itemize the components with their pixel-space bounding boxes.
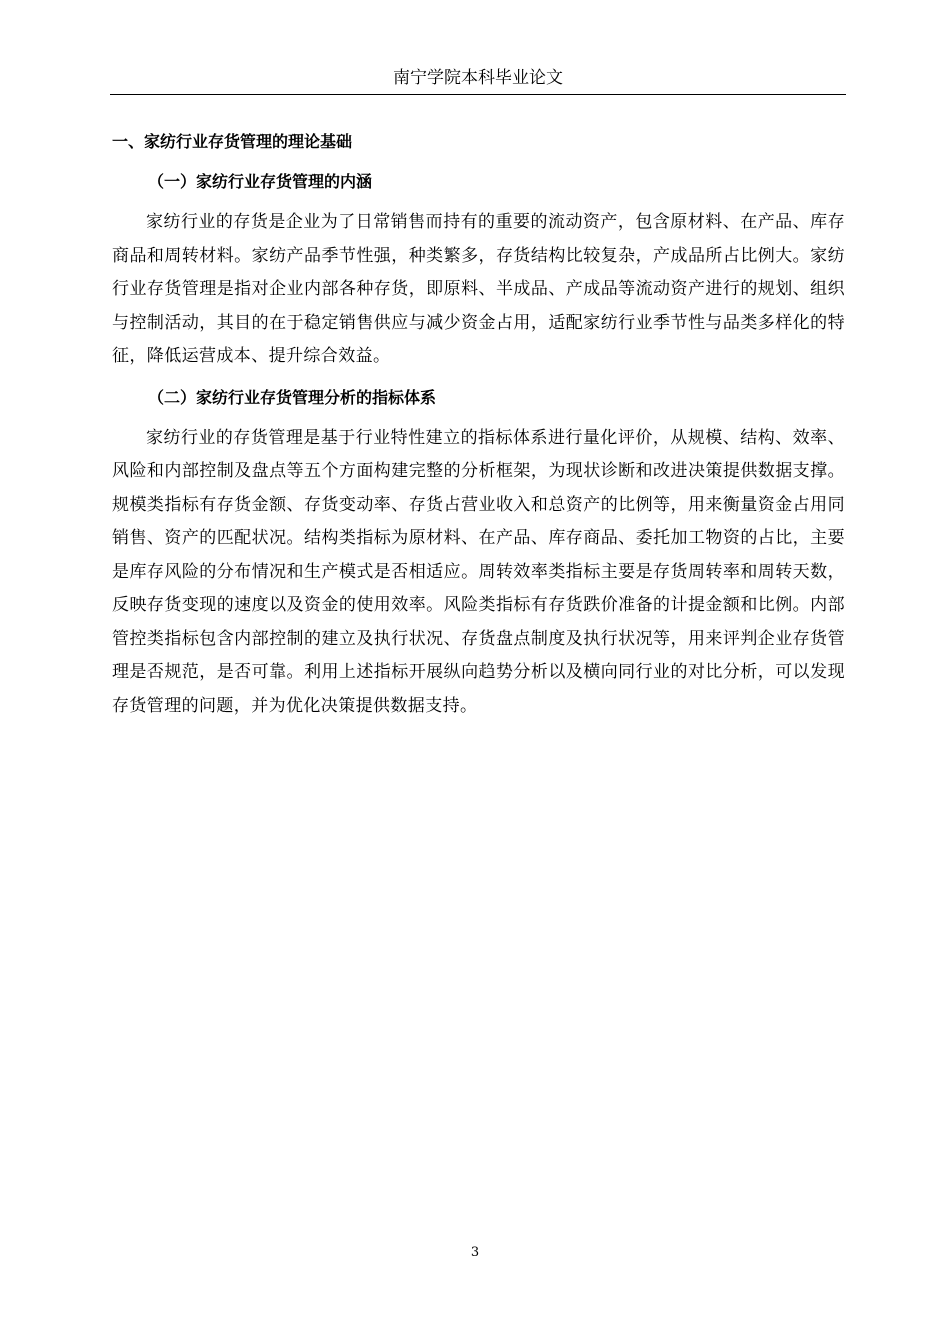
page-header-title: 南宁学院本科毕业论文 [393,68,563,88]
subsection-heading-2: （二）家纺行业存货管理分析的指标体系 [148,387,437,407]
header-divider [110,94,846,95]
paragraph-1: 家纺行业的存货是企业为了日常销售而持有的重要的流动资产，包含原材料、在产品、库存商品和周转材料。家纺产品季节性强，种类繁多，存货结构比较复杂，产成品所占比例大。家纺行业存货管理是指对企业内部各种存货，即原料、半成品、产成品等流动资产进行的规划、组织与控制活动，其目的在于稳定销售供应与减少资金占用，适配家纺行业季节性与品类多样化的特征，降低运营成本、提升综合效益。 [112,212,845,366]
paragraph-2: 家纺行业的存货管理是基于行业特性建立的指标体系进行量化评价，从规模、结构、效率、风险和内部控制及盘点等五个方面构建完整的分析框架，为现状诊断和改进决策提供数据支撑。规模类指标有存货金额、存货变动率、存货占营业收入和总资产的比例等，用来衡量资金占用同销售、资产的匹配状况。结构类指标为原材料、在产品、库存商品、委托加工物资的占比，主要是库存风险的分布情况和生产模式是否相适应。周转效率类指标主要是存货周转率和周转天数，反映存货变现的速度以及资金的使用效率。风险类指标有存货跌价准备的计提金额和比例。内部管控类指标包含内部控制的建立及执行状况、存货盘点制度及执行状况等，用来评判企业存货管理是否规范，是否可靠。利用上述指标开展纵向趋势分析以及横向同行业的对比分析，可以发现存货管理的问题，并为优化决策提供数据支持。 [112,427,845,716]
subsection-heading-1: （一）家纺行业存货管理的内涵 [148,172,373,191]
document-body [112,126,845,723]
section-heading: 一、家纺行业存货管理的理论基础 [112,132,353,151]
page-number: 3 [470,1245,480,1260]
